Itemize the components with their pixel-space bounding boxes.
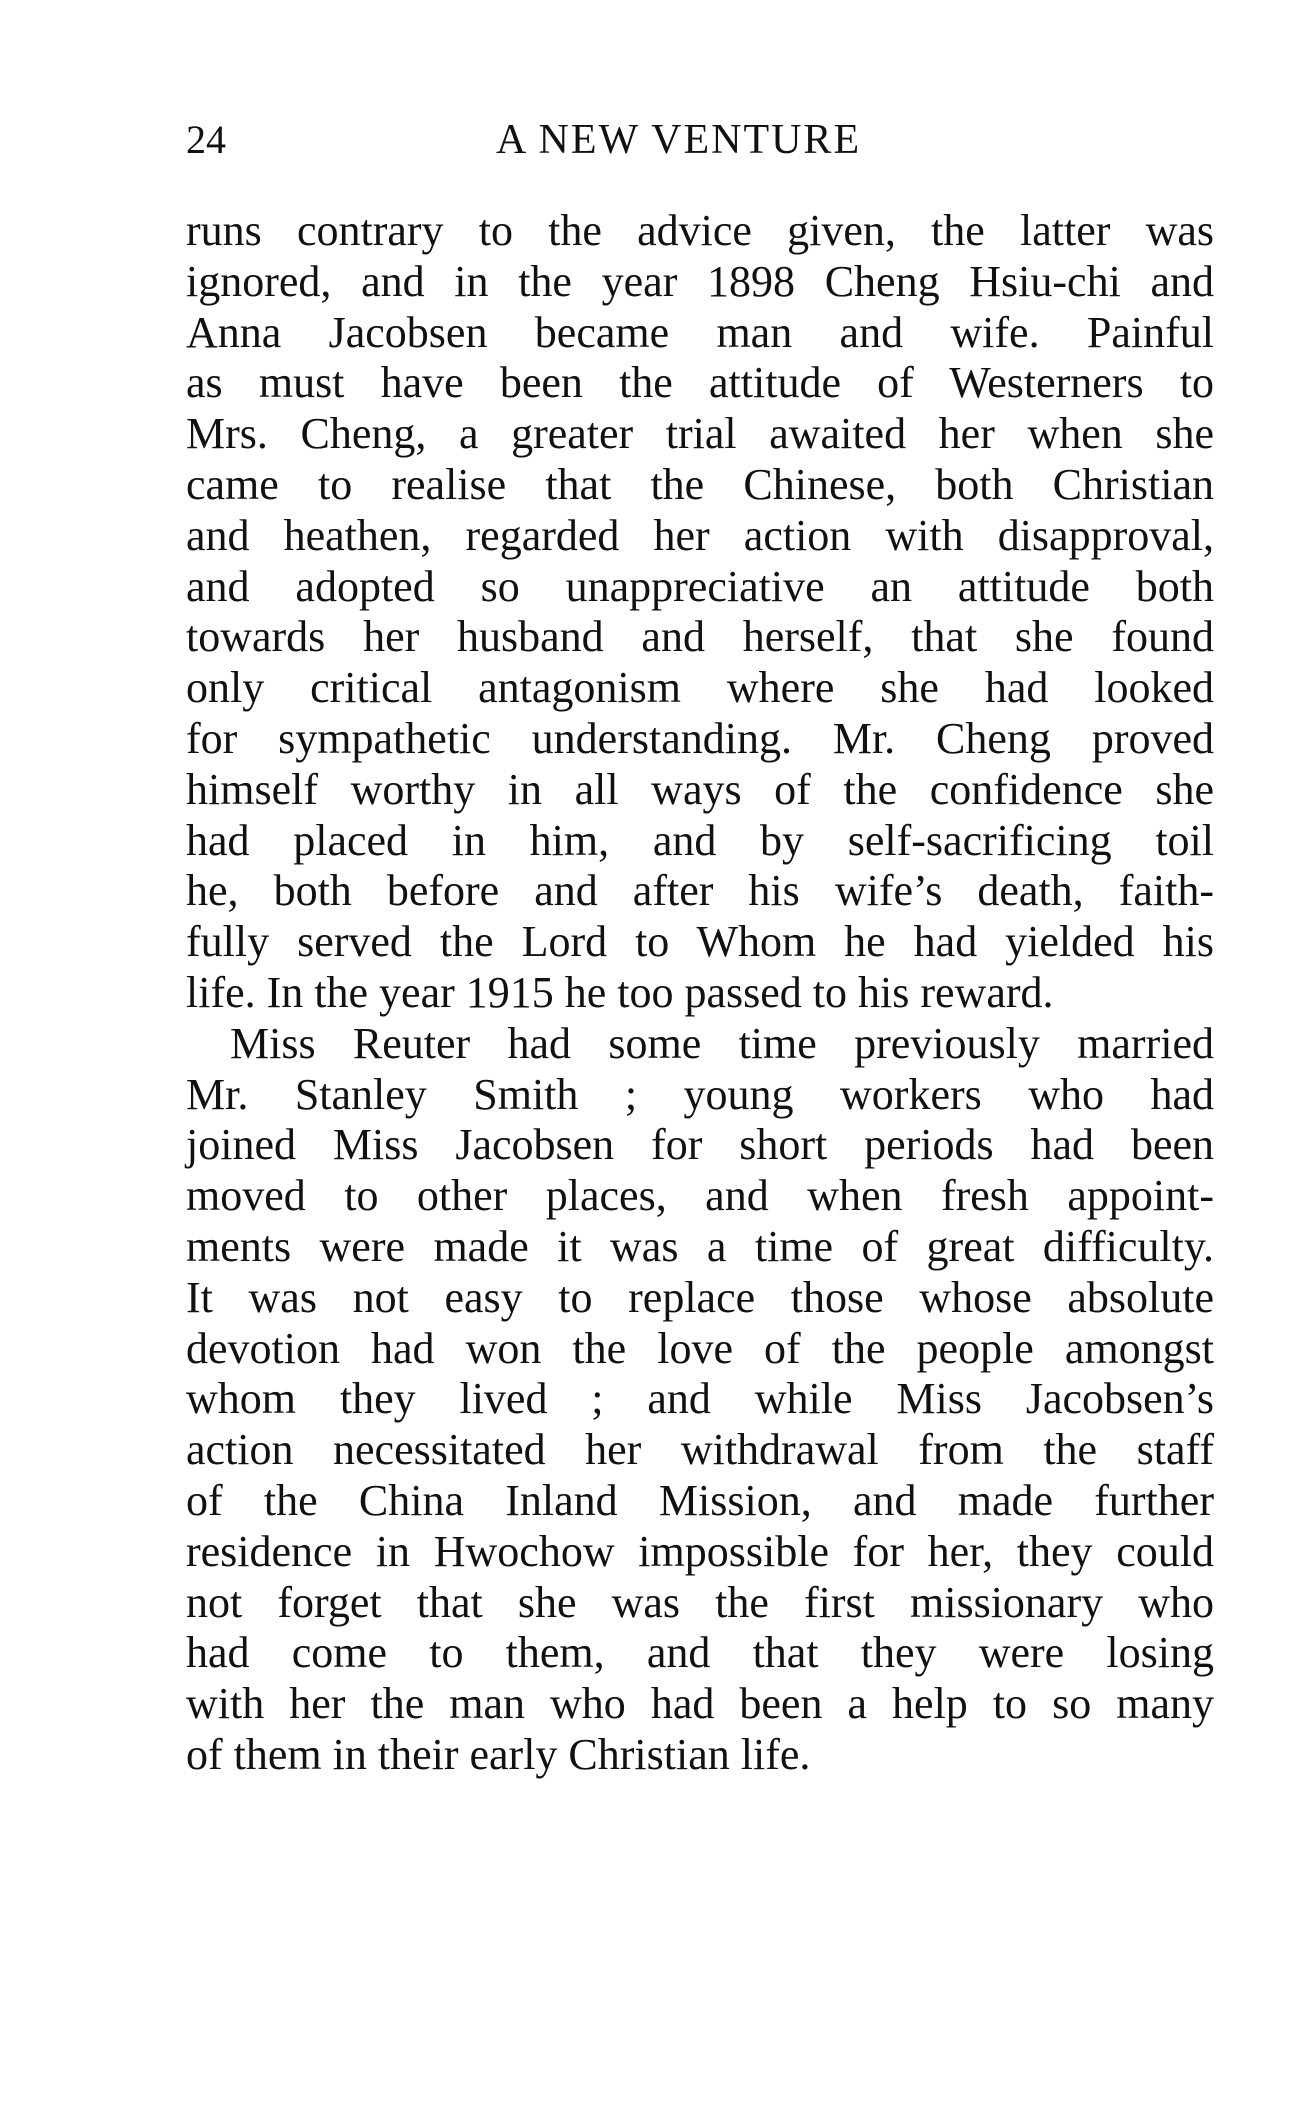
- text-line: of the China Inland Mission, and made further: [186, 1475, 1214, 1525]
- text-line: devotion had won the love of the people amongst: [186, 1323, 1214, 1373]
- text-line: and adopted so unappreciative an attitude both: [186, 561, 1214, 611]
- text-line: came to realise that the Chinese, both Christian: [186, 459, 1214, 509]
- text-line: whom they lived ; and while Miss Jacobsen’s: [186, 1374, 1214, 1424]
- text-line: for sympathetic understanding. Mr. Cheng proved: [186, 713, 1214, 763]
- text-line: not forget that she was the first missionary who: [186, 1577, 1214, 1627]
- text-line: had placed in him, and by self-sacrificing toil: [186, 815, 1214, 865]
- text-line: himself worthy in all ways of the confidence she: [186, 764, 1214, 814]
- text-line: runs contrary to the advice given, the latter was: [186, 206, 1214, 255]
- text-line: ignored, and in the year 1898 Cheng Hsiu-chi and: [186, 256, 1214, 306]
- paragraph-end-line: life. In the year 1915 he too passed to his reward.: [186, 967, 1054, 1017]
- text-line: with her the man who had been a help to so many: [186, 1679, 1214, 1729]
- paragraph-start-line: Miss Reuter had some time previously married: [230, 1018, 1214, 1068]
- text-line: ments were made it was a time of great difficulty.: [186, 1221, 1214, 1271]
- text-line: had come to them, and that they were losing: [186, 1628, 1214, 1678]
- text-line: he, both before and after his wife’s death, faith-: [186, 866, 1214, 916]
- text-line: Anna Jacobsen became man and wife. Painful: [186, 307, 1214, 357]
- text-line: Mr. Stanley Smith ; young workers who had: [186, 1069, 1214, 1119]
- text-line: Mrs. Cheng, a greater trial awaited her when she: [186, 409, 1214, 459]
- text-line: and heathen, regarded her action with disapproval,: [186, 510, 1214, 560]
- text-line: moved to other places, and when fresh appoint-: [186, 1171, 1214, 1221]
- running-title: A NEW VENTURE: [496, 117, 862, 163]
- text-line: action necessitated her withdrawal from the staff: [186, 1425, 1214, 1475]
- text-line: joined Miss Jacobsen for short periods had been: [186, 1120, 1214, 1170]
- text-line: towards her husband and herself, that she found: [186, 612, 1214, 662]
- body-text: [186, 206, 1214, 1781]
- paragraph-end-line: of them in their early Christian life.: [186, 1729, 811, 1779]
- text-line: only critical antagonism where she had looked: [186, 663, 1214, 713]
- text-line: fully served the Lord to Whom he had yielded his: [186, 917, 1214, 967]
- page-header: [186, 112, 1196, 168]
- text-line: as must have been the attitude of Westerners to: [186, 358, 1214, 408]
- page-number: 24: [186, 117, 226, 162]
- text-line: It was not easy to replace those whose absolute: [186, 1272, 1214, 1322]
- text-line: residence in Hwochow impossible for her, they could: [186, 1526, 1214, 1576]
